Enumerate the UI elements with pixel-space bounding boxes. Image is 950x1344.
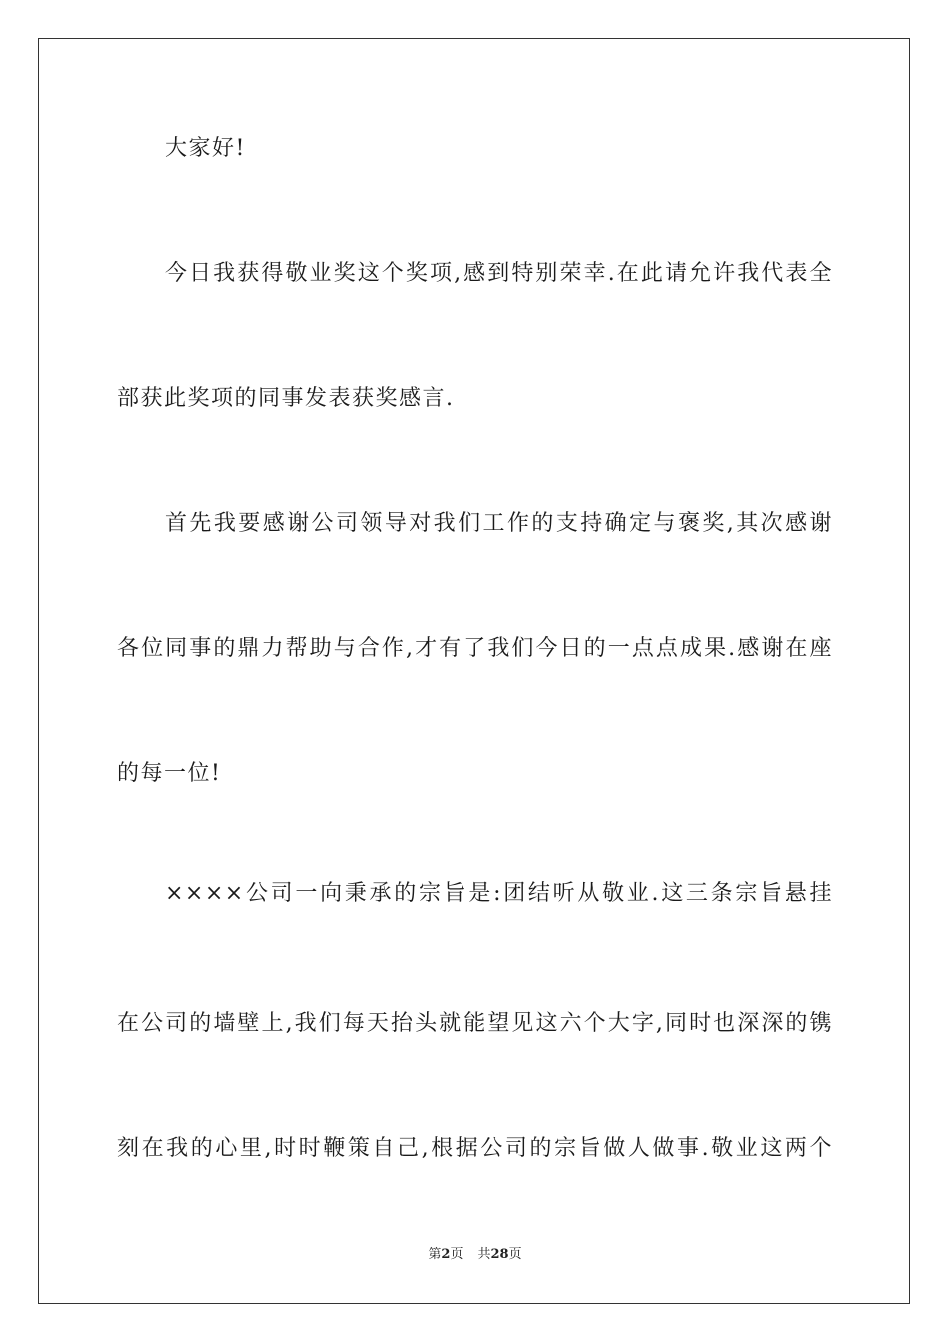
paragraph-3-line-2: 在公司的墙壁上,我们每天抬头就能望见这六个大字,同时也深深的镌 xyxy=(117,1011,833,1036)
paragraph-1-line-1: 今日我获得敬业奖这个奖项,感到特别荣幸.在此请允许我代表全 xyxy=(165,261,833,286)
paragraph-3-line-1: ××××公司一向秉承的宗旨是:团结听从敬业.这三条宗旨悬挂 xyxy=(165,881,833,906)
page-prefix: 第 xyxy=(428,1247,442,1262)
paragraph-3-line-3: 刻在我的心里,时时鞭策自己,根据公司的宗旨做人做事.敬业这两个 xyxy=(117,1136,833,1161)
paragraph-1-line-2: 部获此奖项的同事发表获奖感言. xyxy=(117,386,455,411)
page-suffix: 页 xyxy=(450,1247,464,1262)
total-suffix: 页 xyxy=(508,1247,522,1262)
total-prefix: 共 xyxy=(477,1247,491,1262)
page-border xyxy=(38,38,910,1304)
paragraph-2-line-1: 首先我要感谢公司领导对我们工作的支持确定与褒奖,其次感谢 xyxy=(165,511,833,536)
total-pages: 28 xyxy=(490,1247,509,1262)
paragraph-2-line-2: 各位同事的鼎力帮助与合作,才有了我们今日的一点点成果.感谢在座 xyxy=(117,636,833,661)
greeting-line: 大家好! xyxy=(165,136,246,161)
page-number: 2 xyxy=(441,1247,451,1262)
page-footer xyxy=(0,1246,950,1264)
paragraph-2-line-3: 的每一位! xyxy=(117,761,222,786)
